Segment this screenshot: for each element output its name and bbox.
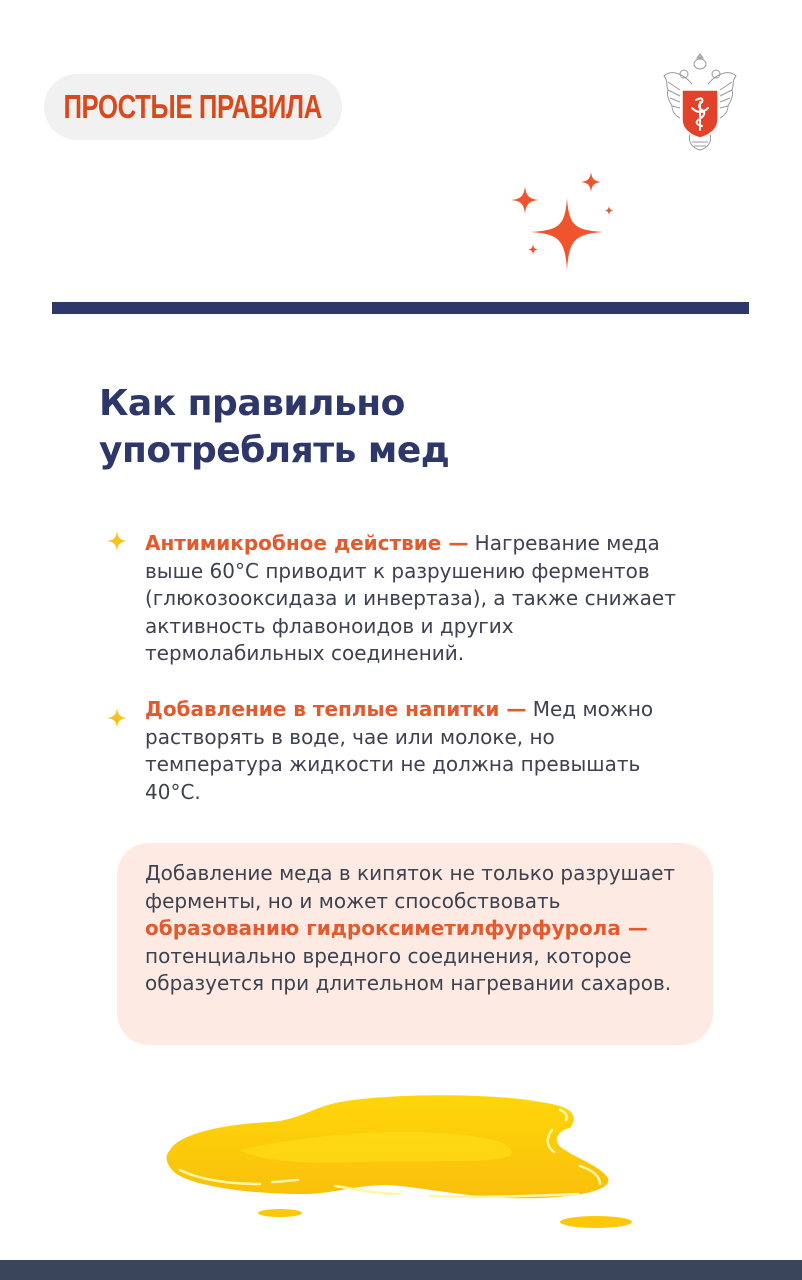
note-text-before: Добавление меда в кипяток не только разрушает ферменты, но и может способствовать [145, 861, 676, 913]
bullet-warm-drinks [145, 696, 685, 806]
bullet-heading: Антимикробное действие — [145, 531, 469, 555]
bullet-heading: Добавление в теплые напитки — [145, 697, 527, 721]
bullet-antimicrobial [145, 530, 685, 668]
note-highlight: образованию гидроксиметилфурфурола — [145, 916, 648, 940]
section-badge [44, 74, 342, 140]
ministry-emblem-icon [662, 50, 738, 158]
warning-note [117, 843, 713, 1045]
four-point-star-icon [106, 530, 128, 552]
page-title [99, 380, 599, 474]
badge-label: ПРОСТЫЕ ПРАВИЛА [63, 88, 323, 125]
bullet-text: Мед можно растворять в воде, чае или молоке, но температура жидкости не должна превышать 40°С. [145, 697, 654, 804]
note-text [145, 860, 705, 998]
honey-puddle-illustration [160, 1090, 650, 1230]
bullet-text: Нагревание меда выше 60°С приводит к разрушению ферментов (глюкозооксидаза и инвертаза), а также снижает активность флавоноидов и других термолабильных соединений. [145, 531, 676, 665]
four-point-star-icon [106, 707, 128, 729]
title-line-2: употреблять мед [99, 430, 450, 471]
title-line-1: Как правильно [99, 383, 405, 424]
sparkles-icon [505, 168, 625, 278]
footer-bar [0, 1260, 802, 1280]
section-divider [52, 302, 749, 314]
note-text-after: потенциально вредного соединения, которое образуется при длительном нагревании сахаров. [145, 943, 672, 995]
